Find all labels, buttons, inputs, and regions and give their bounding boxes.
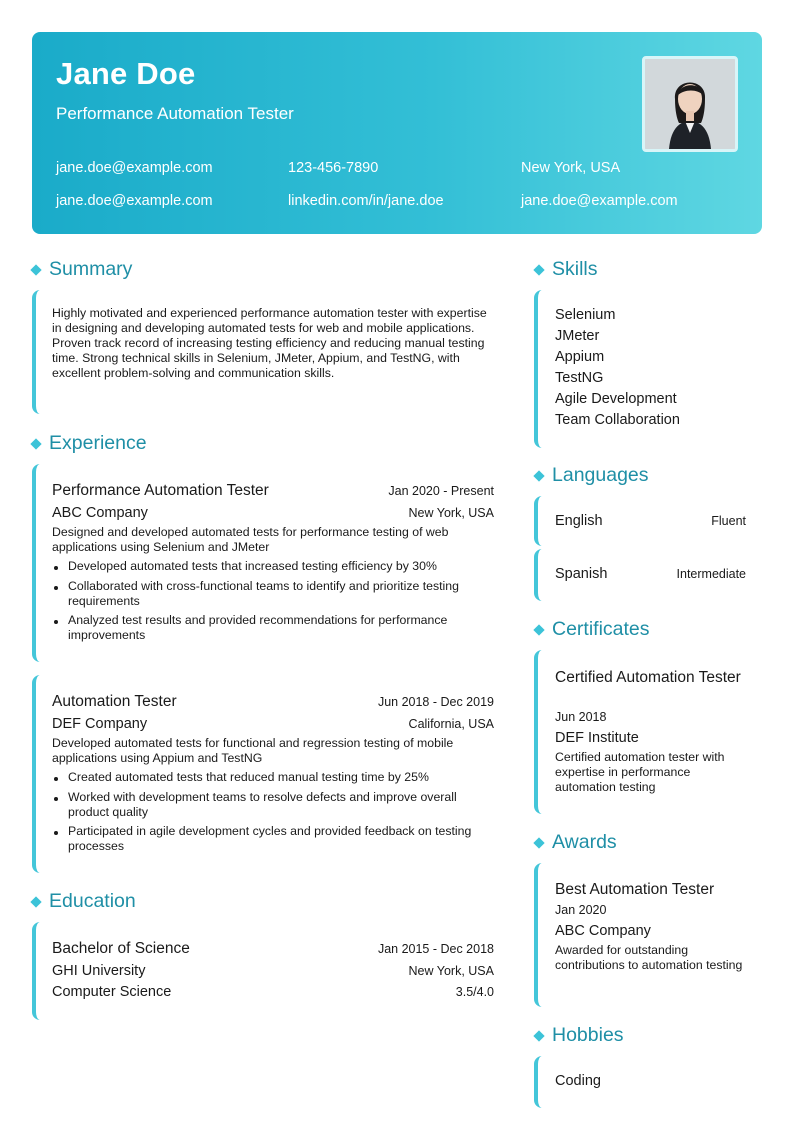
certificates-heading [533,618,650,641]
education-school: GHI University [52,963,146,979]
award-name: Best Automation Tester [555,881,715,898]
hobby-name: Coding [555,1073,601,1089]
diamond-icon [533,624,544,635]
education-field: Computer Science [52,984,172,1000]
skill-item: Appium [555,349,605,365]
summary-heading [30,258,132,281]
skills-heading [533,258,598,281]
diamond-icon [30,896,41,907]
certificates-heading-label: Certificates [552,618,650,640]
job-location: New York, USA [408,506,494,520]
diamond-icon [533,1030,544,1041]
education-heading-label: Education [49,890,136,912]
award-date: Jan 2020 [555,903,607,917]
education-location: New York, USA [408,964,494,978]
job-location: California, USA [408,717,494,731]
skill-item: Team Collaboration [555,412,680,428]
job-dates: Jun 2018 - Dec 2019 [377,695,494,709]
diamond-icon [533,470,544,481]
certificate-issuer: DEF Institute [555,730,639,746]
skill-item: Selenium [555,307,616,323]
job-description: Developed automated tests for functional and regression testing of mobile applications using Appium and TestNG [52,736,454,765]
skill-item: TestNG [555,370,604,386]
contact-email-secondary[interactable]: jane.doe@example.com [56,193,213,209]
contact-linkedin[interactable]: linkedin.com/in/jane.doe [288,193,444,209]
hobbies-heading-label: Hobbies [552,1024,624,1046]
candidate-name: Jane Doe [56,56,196,91]
profile-photo [642,56,738,152]
job-role: Automation Tester [52,693,177,710]
languages-heading-label: Languages [552,464,649,486]
resume-header [32,32,762,234]
job-company: DEF Company [52,716,148,732]
job-bullet: Collaborated with cross-functional teams to identify and prioritize testing requirements [68,579,494,609]
job-bullet: Worked with development teams to resolve defects and improve overall product quality [68,790,494,820]
job-role: Performance Automation Tester [52,482,269,499]
summary-text: Highly motivated and experienced performance automation tester with expertise in designing and developing automated tests for web and mobile applications. Proven track record of increasing testing efficiency and reducing manual testing time. Strong technical skills in Selenium, JMeter, Appium, and TestNG, with excellent problem-solving and communication skills. [52,306,487,380]
awards-heading-label: Awards [552,831,617,853]
language-level: Fluent [711,514,746,528]
job-description: Designed and developed automated tests for performance testing of web applications using Selenium and JMeter [52,525,449,554]
candidate-title: Performance Automation Tester [56,104,294,123]
award-description: Awarded for outstanding contributions to automation testing [555,943,743,972]
diamond-icon [533,837,544,848]
education-dates: Jan 2015 - Dec 2018 [377,942,494,956]
diamond-icon [30,264,41,275]
job-bullet: Developed automated tests that increased testing efficiency by 30% [68,559,494,574]
language-name: English [555,513,603,529]
education-heading [30,890,136,913]
awards-heading [533,831,617,854]
contact-email[interactable]: jane.doe@example.com [56,160,213,176]
diamond-icon [533,264,544,275]
language-level: Intermediate [676,567,746,581]
summary-heading-label: Summary [49,258,133,280]
skill-item: JMeter [555,328,600,344]
job-bullet: Participated in agile development cycles and provided feedback on testing processes [68,824,494,854]
skills-heading-label: Skills [552,258,598,280]
profile-photo-image [645,59,735,149]
hobbies-heading [533,1024,624,1047]
diamond-icon [30,438,41,449]
language-name: Spanish [555,566,608,582]
contact-location: New York, USA [521,160,621,176]
certificate-description: Certified automation tester with expertise in performance automation testing [555,750,725,794]
education-degree: Bachelor of Science [52,940,190,957]
skill-item: Agile Development [555,391,677,407]
job-bullet: Analyzed test results and provided recommendations for performance improvements [68,613,494,643]
experience-heading-label: Experience [49,432,147,454]
experience-heading [30,432,147,455]
job-dates: Jan 2020 - Present [388,484,494,498]
award-issuer: ABC Company [555,923,651,939]
languages-heading [533,464,649,487]
certificate-name: Certified Automation Tester [555,669,741,686]
contact-phone[interactable]: 123-456-7890 [288,160,379,176]
certificate-date: Jun 2018 [555,710,607,724]
job-bullet: Created automated tests that reduced manual testing time by 25% [68,770,494,785]
job-company: ABC Company [52,505,148,521]
education-gpa: 3.5/4.0 [455,985,494,999]
contact-email-tertiary[interactable]: jane.doe@example.com [521,193,678,209]
